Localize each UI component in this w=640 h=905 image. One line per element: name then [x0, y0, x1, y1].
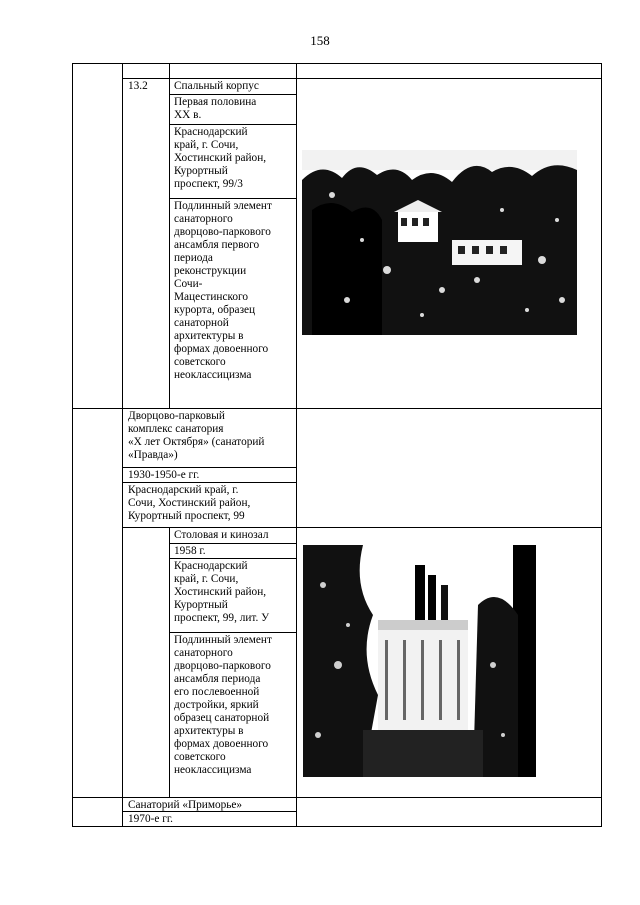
subitem-address: Краснодарский край, г. Сочи, Хостинский район, Курортный проспект, 99, лит. У — [174, 560, 270, 624]
table-col-divider-1 — [122, 63, 123, 826]
object-description: Подлинный элемент санаторного дворцово-паркового ансамбля первого периода реконструкции Сочи- Мацестинского курорта, образец санаторной архитектуры в формах довоенного советского неоклассицизма — [174, 200, 272, 381]
complex-name: Дворцово-парковый комплекс санатория «Х лет Октября» (санаторий «Правда») — [128, 410, 265, 461]
photo-dining-hall — [303, 545, 536, 777]
row-line — [72, 797, 602, 798]
page-number: 158 — [310, 33, 330, 48]
table-header-line — [122, 78, 602, 79]
table-border-left — [72, 63, 73, 826]
row-line — [169, 632, 297, 633]
subitem-date: 1958 г. — [174, 545, 206, 557]
row-line — [169, 124, 297, 125]
table-col-divider-2b — [169, 527, 170, 797]
item-number: 13.2 — [128, 80, 148, 92]
table-col-divider-2a — [169, 63, 170, 408]
row-line — [169, 94, 297, 95]
row-line — [169, 198, 297, 199]
subitem-name: Столовая и кинозал — [174, 529, 269, 541]
row-line — [122, 467, 297, 468]
table-col-divider-3 — [296, 63, 297, 826]
photo-sleeping-building — [302, 150, 577, 335]
table-border-top — [72, 63, 602, 64]
complex-date: 1930-1950-е гг. — [128, 469, 200, 481]
object-date: Первая половина XX в. — [174, 96, 257, 121]
sanatorium-name: Санаторий «Приморье» — [128, 799, 243, 811]
row-line — [169, 543, 297, 544]
row-line — [122, 527, 602, 528]
table-border-right — [601, 63, 602, 826]
subitem-description: Подлинный элемент санаторного дворцово-паркового ансамбля периода его послевоенной достройки, яркий образец санаторной архитектуры в формах довоенного советского неоклассицизма — [174, 634, 272, 776]
object-name: Спальный корпус — [174, 80, 259, 92]
row-line — [72, 408, 602, 409]
row-line — [122, 482, 297, 483]
complex-address: Краснодарский край, г. Сочи, Хостинский район, Курортный проспект, 99 — [128, 484, 251, 522]
row-line — [169, 558, 297, 559]
object-address: Краснодарский край, г. Сочи, Хостинский район, Курортный проспект, 99/3 — [174, 126, 267, 190]
table-border-bottom — [72, 826, 602, 827]
sanatorium-date: 1970-е гг. — [128, 813, 174, 825]
